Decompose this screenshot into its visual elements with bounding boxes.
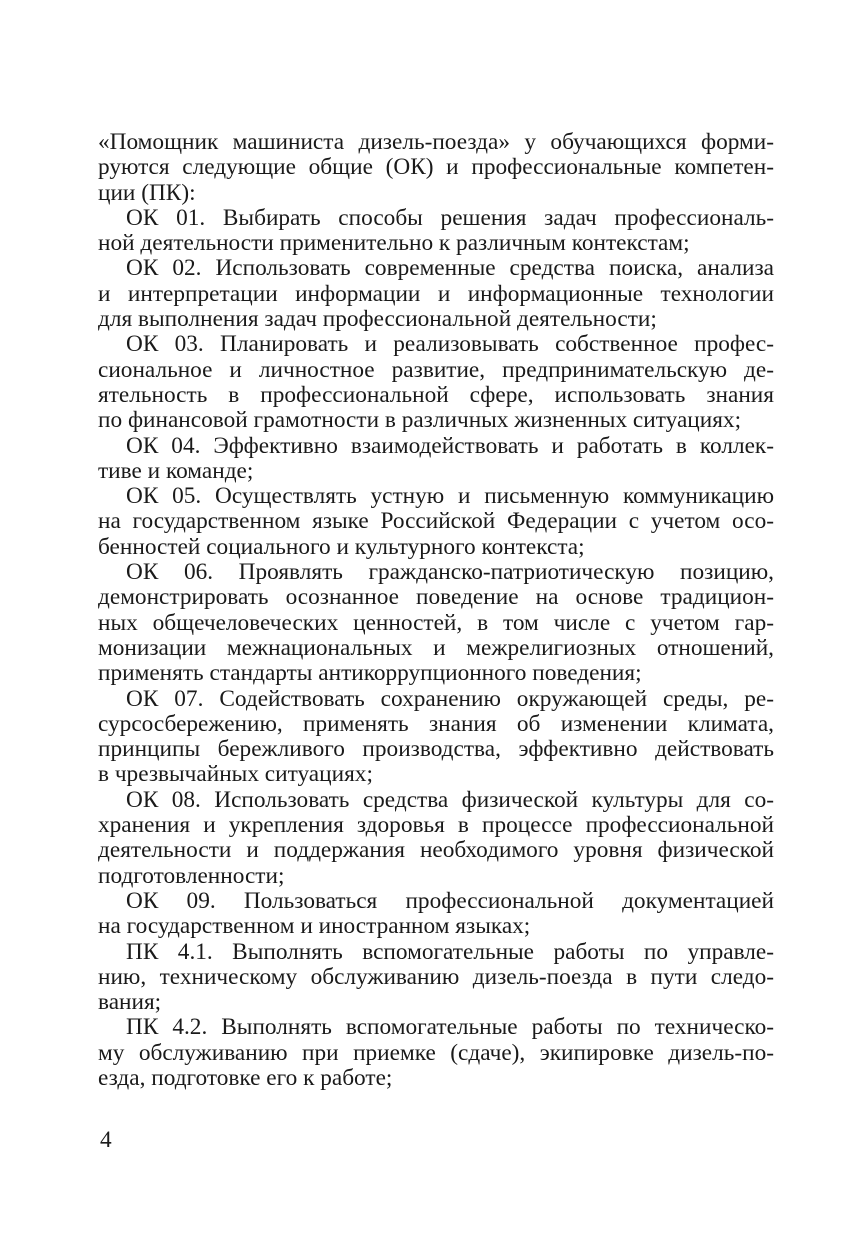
text-line: и интерпретации информации и информационные технологии	[98, 280, 774, 307]
text-line: ОК 04. Эффективно взаимодействовать и работать в коллек-	[126, 432, 774, 459]
text-line: монизации межнациональных и межрелигиозных отношений,	[98, 634, 774, 661]
text-line: бенностей социального и культурного контекста;	[98, 533, 585, 560]
text-line: ОК 02. Использовать современные средства поиска, анализа	[126, 255, 774, 282]
text-line: «Помощник машиниста дизель-поезда» у обучающихся форми-	[98, 129, 774, 155]
text-line: ОК 03. Планировать и реализовывать собственное профес-	[126, 331, 774, 358]
text-line: ной деятельности применительно к различным контекстам;	[98, 230, 690, 257]
paragraph	[98, 560, 774, 686]
body-text	[98, 130, 774, 1091]
text-line: вания;	[98, 989, 162, 1016]
paragraph	[98, 484, 774, 560]
text-line: ятельность в профессиональной сфере, использовать знания	[98, 381, 774, 408]
text-line: езда, подготовке его к работе;	[98, 1064, 393, 1091]
paragraph	[98, 130, 774, 206]
text-line: для выполнения задач профессиональной деятельности;	[98, 306, 657, 333]
text-line: деятельности и поддержания необходимого уровня физической	[98, 837, 774, 864]
text-line: ции (ПК):	[98, 179, 196, 206]
text-line: по финансовой грамотности в различных жизненных ситуациях;	[98, 407, 742, 434]
text-line: сурсосбережению, применять знания об изменении климата,	[98, 710, 774, 737]
paragraph	[98, 1015, 774, 1091]
text-line: сиональное и личностное развитие, предпринимательскую де-	[98, 356, 774, 383]
text-line: ПК 4.1. Выполнять вспомогательные работы по управле-	[126, 938, 774, 965]
paragraph	[98, 687, 774, 788]
paragraph	[98, 434, 774, 485]
text-line: ПК 4.2. Выполнять вспомогательные работы по техническо-	[126, 1014, 774, 1041]
paragraph	[98, 788, 774, 889]
text-line: применять стандарты антикоррупционного поведения;	[98, 660, 642, 687]
paragraph	[98, 206, 774, 257]
text-line: му обслуживанию при приемке (сдаче), экипировке дизель-по-	[98, 1039, 774, 1066]
text-line: в чрезвычайных ситуациях;	[98, 761, 373, 788]
text-line: ОК 08. Использовать средства физической культуры для со-	[126, 786, 774, 813]
text-line: ных общечеловеческих ценностей, в том числе с учетом гар-	[98, 609, 774, 636]
text-line: руются следующие общие (ОК) и профессиональные компетен-	[98, 154, 774, 181]
text-line: принципы бережливого производства, эффективно действовать	[98, 736, 774, 763]
text-line: хранения и укрепления здоровья в процессе профессиональной	[98, 812, 774, 839]
text-line: ОК 05. Осуществлять устную и письменную коммуникацию	[126, 483, 774, 510]
paragraph	[98, 889, 774, 940]
text-line: ОК 07. Содействовать сохранению окружающей среды, ре-	[126, 685, 774, 712]
paragraph	[98, 940, 774, 1016]
text-line: ОК 01. Выбирать способы решения задач профессиональ-	[126, 204, 774, 231]
text-line: ОК 09. Пользоваться профессиональной документацией	[126, 887, 774, 914]
text-line: на государственном языке Российской Федерации с учетом осо-	[98, 508, 774, 535]
text-line: нию, техническому обслуживанию дизель-поезда в пути следо-	[98, 963, 774, 990]
text-line: ОК 06. Проявлять гражданско-патриотическую позицию,	[126, 559, 774, 586]
paragraph	[98, 256, 774, 332]
page-number: 4	[100, 1127, 112, 1153]
text-line: на государственном и иностранном языках;	[98, 913, 531, 940]
text-line: подготовленности;	[98, 862, 285, 889]
paragraph	[98, 332, 774, 433]
text-line: тиве и команде;	[98, 457, 254, 484]
text-line: демонстрировать осознанное поведение на основе традицион-	[98, 584, 774, 611]
